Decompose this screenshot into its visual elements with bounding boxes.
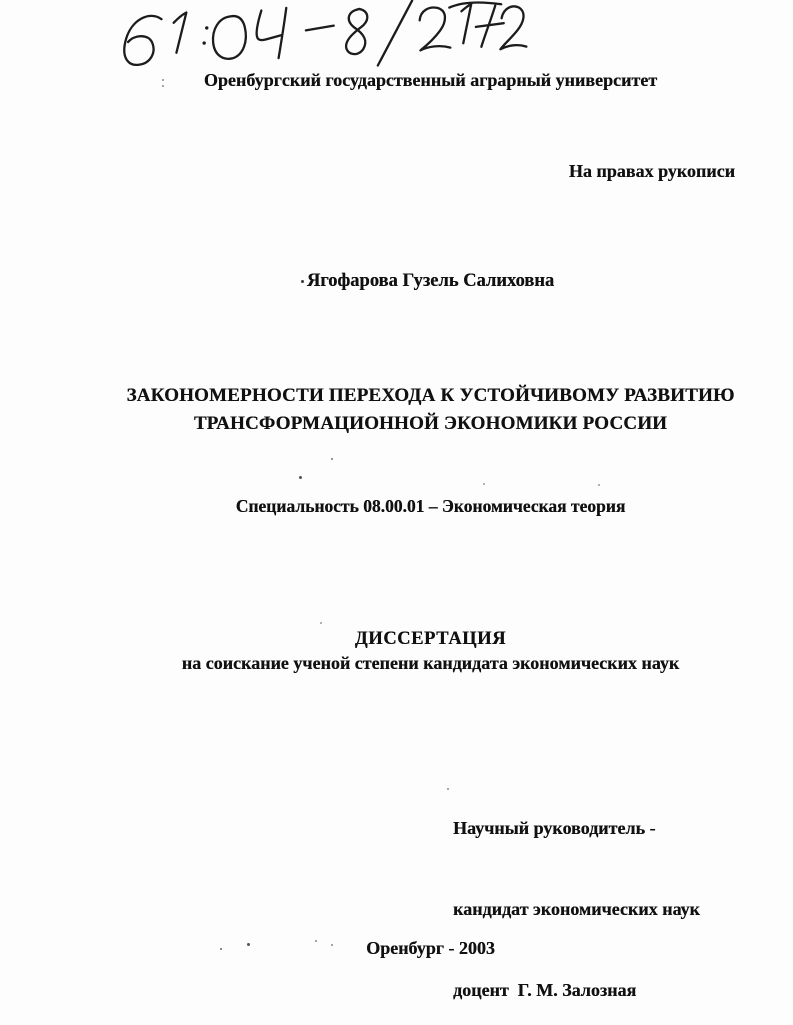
scan-speck [447, 788, 449, 790]
scan-speck [315, 940, 317, 942]
scan-speck [299, 476, 302, 479]
scan-speck [598, 484, 600, 486]
scan-speck [331, 944, 333, 946]
city-year-line: Оренбург - 2003 [366, 938, 495, 958]
dissertation-title-line1: ЗАКОНОМЕРНОСТИ ПЕРЕХОДА К УСТОЙЧИВОМУ РАЗВИТИЮ [126, 385, 735, 406]
document-type-heading: ДИССЕРТАЦИЯ [354, 629, 507, 649]
scan-speck [162, 85, 164, 87]
degree-pursuit-line: на соискание ученой степени кандидата экономических наук [181, 653, 680, 673]
scan-speck [320, 622, 322, 624]
scan-speck [220, 948, 222, 950]
scan-speck [331, 458, 333, 460]
dissertation-title [68, 382, 793, 437]
scan-speck [301, 280, 304, 283]
supervisor-line3: доцент Г. М. Залозная [453, 980, 637, 1000]
supervisor-block [453, 761, 763, 1025]
supervisor-line2: кандидат экономических наук [453, 899, 700, 919]
specialty-line: Специальность 08.00.01 – Экономическая теория [235, 496, 626, 516]
handwriting-strokes-svg [109, 0, 531, 74]
dissertation-title-line2: ТРАНСФОРМАЦИОННОЙ ЭКОНОМИКИ РОССИИ [193, 412, 668, 434]
supervisor-line1: Научный руководитель - [453, 818, 656, 838]
author-name: Ягофарова Гузель Салиховна [306, 271, 555, 291]
scan-speck [483, 483, 485, 485]
scan-speck [162, 79, 164, 81]
scan-speck [247, 943, 250, 946]
handwritten-catalog-number [109, 0, 531, 74]
manuscript-rights-note: На правах рукописи [568, 161, 735, 181]
university-name: Оренбургский государственный аграрный университет [203, 70, 658, 90]
